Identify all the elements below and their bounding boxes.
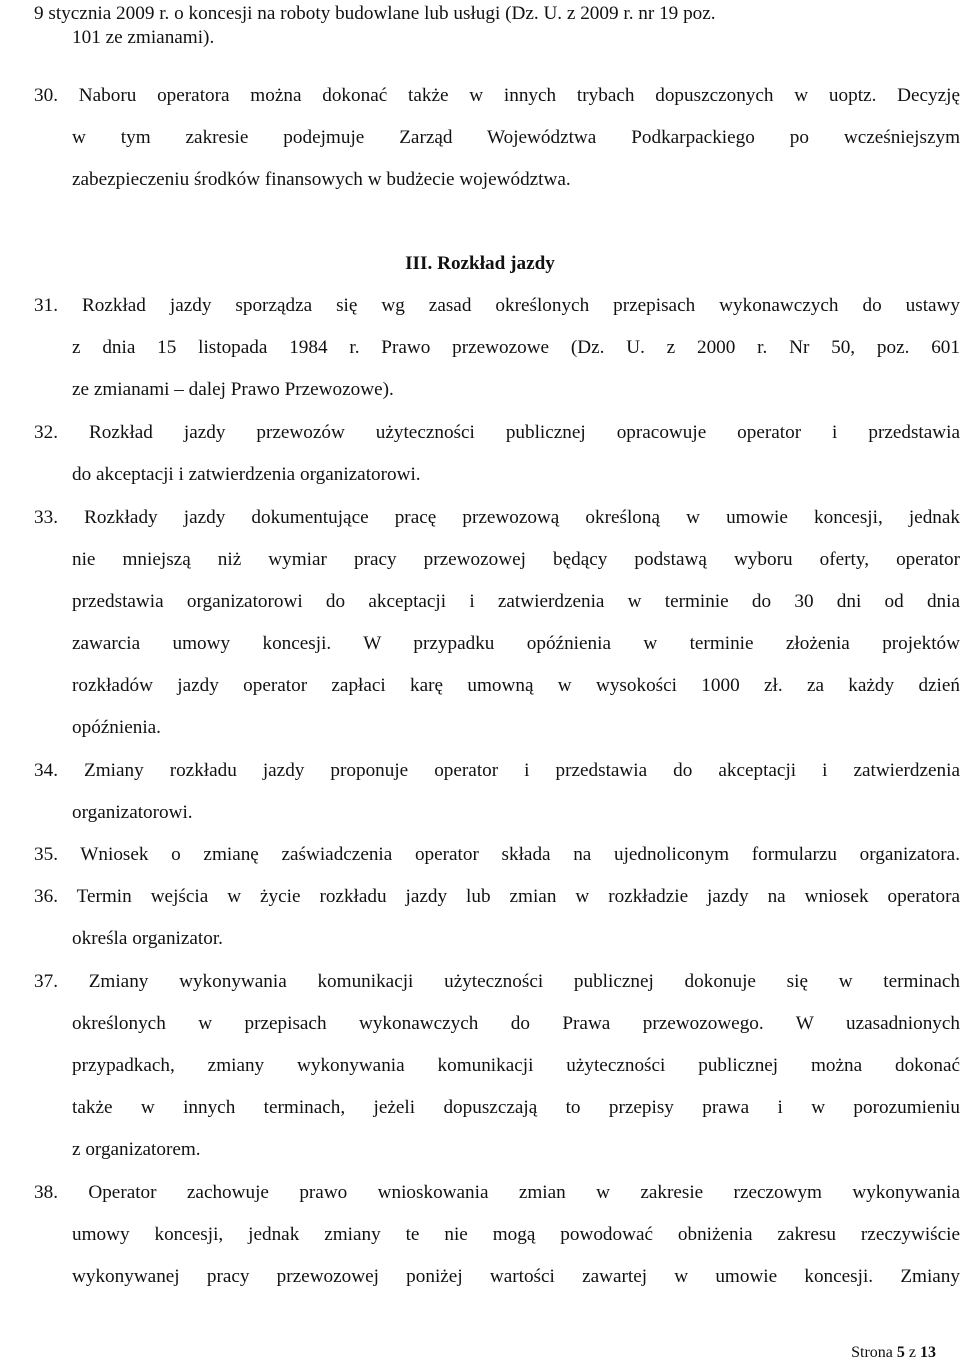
- page-of: z: [908, 1344, 916, 1361]
- paragraph-30-line: zabezpieczeniu środków finansowych w budżecie województwa.: [72, 169, 571, 190]
- paragraph-32-line: 32. Rozkład jazdy przewozów użyteczności publicznej opracowuje operator i przedstawia: [34, 422, 960, 443]
- page-current: 5: [896, 1344, 905, 1361]
- paragraph-33-line: zawarcia umowy koncesji. W przypadku opóźnienia w terminie złożenia projektów: [72, 633, 960, 654]
- paragraph-37-line: określonych w przepisach wykonawczych do Prawa przewozowego. W uzasadnionych: [72, 1013, 960, 1034]
- page-total: 13: [920, 1344, 936, 1361]
- paragraph-37-line: także w innych terminach, jeżeli dopuszczają to przepisy prawa i w porozumieniu: [72, 1097, 960, 1118]
- paragraph-37-line: z organizatorem.: [72, 1139, 201, 1160]
- paragraph-38-line: 38. Operator zachowuje prawo wnioskowania zmian w zakresie rzeczowym wykonywania: [34, 1182, 960, 1203]
- paragraph-31-line: ze zmianami – dalej Prawo Przewozowe).: [72, 379, 394, 400]
- page-label: Strona: [851, 1344, 893, 1361]
- paragraph-33-line: 33. Rozkłady jazdy dokumentujące pracę przewozową określoną w umowie koncesji, jednak: [34, 507, 960, 528]
- page-number: [851, 1343, 936, 1363]
- paragraph-32-line: do akceptacji i zatwierdzenia organizatorowi.: [72, 464, 421, 485]
- text-line: 9 stycznia 2009 r. o koncesji na roboty budowlane lub usługi (Dz. U. z 2009 r. nr 19 poz.: [34, 3, 716, 24]
- paragraph-33-line: opóźnienia.: [72, 717, 161, 738]
- paragraph-30-line: 30. Naboru operatora można dokonać także w innych trybach dopuszczonych w uoptz. Decyzję: [34, 85, 960, 106]
- paragraph-31-line: z dnia 15 listopada 1984 r. Prawo przewozowe (Dz. U. z 2000 r. Nr 50, poz. 601: [72, 337, 960, 358]
- paragraph-36-line: określa organizator.: [72, 928, 223, 949]
- paragraph-31-line: 31. Rozkład jazdy sporządza się wg zasad określonych przepisach wykonawczych do ustawy: [34, 295, 960, 316]
- section-heading: III. Rozkład jazdy: [405, 253, 555, 274]
- paragraph-35-line: 35. Wniosek o zmianę zaświadczenia operator składa na ujednoliconym formularzu organizatora.: [34, 844, 960, 865]
- paragraph-38-line: umowy koncesji, jednak zmiany te nie mogą powodować obniżenia zakresu rzeczywiście: [72, 1224, 960, 1245]
- paragraph-34-line: 34. Zmiany rozkładu jazdy proponuje operator i przedstawia do akceptacji i zatwierdzenia: [34, 760, 960, 781]
- paragraph-36-line: 36. Termin wejścia w życie rozkładu jazdy lub zmian w rozkładzie jazdy na wniosek operatora: [34, 886, 960, 907]
- paragraph-38-line: wykonywanej pracy przewozowej poniżej wartości zawartej w umowie koncesji. Zmiany: [72, 1266, 960, 1287]
- paragraph-34-line: organizatorowi.: [72, 802, 193, 823]
- paragraph-33-line: nie mniejszą niż wymiar pracy przewozowej będący podstawą wyboru oferty, operator: [72, 549, 960, 570]
- paragraph-37-line: 37. Zmiany wykonywania komunikacji użyteczności publicznej dokonuje się w terminach: [34, 971, 960, 992]
- paragraph-37-line: przypadkach, zmiany wykonywania komunikacji użyteczności publicznej można dokonać: [72, 1055, 960, 1076]
- paragraph-33-line: przedstawia organizatorowi do akceptacji i zatwierdzenia w terminie do 30 dni od dnia: [72, 591, 960, 612]
- text-line: 101 ze zmianami).: [72, 27, 215, 48]
- paragraph-33-line: rozkładów jazdy operator zapłaci karę umowną w wysokości 1000 zł. za każdy dzień: [72, 675, 960, 696]
- paragraph-30-line: w tym zakresie podejmuje Zarząd Województwa Podkarpackiego po wcześniejszym: [72, 127, 960, 148]
